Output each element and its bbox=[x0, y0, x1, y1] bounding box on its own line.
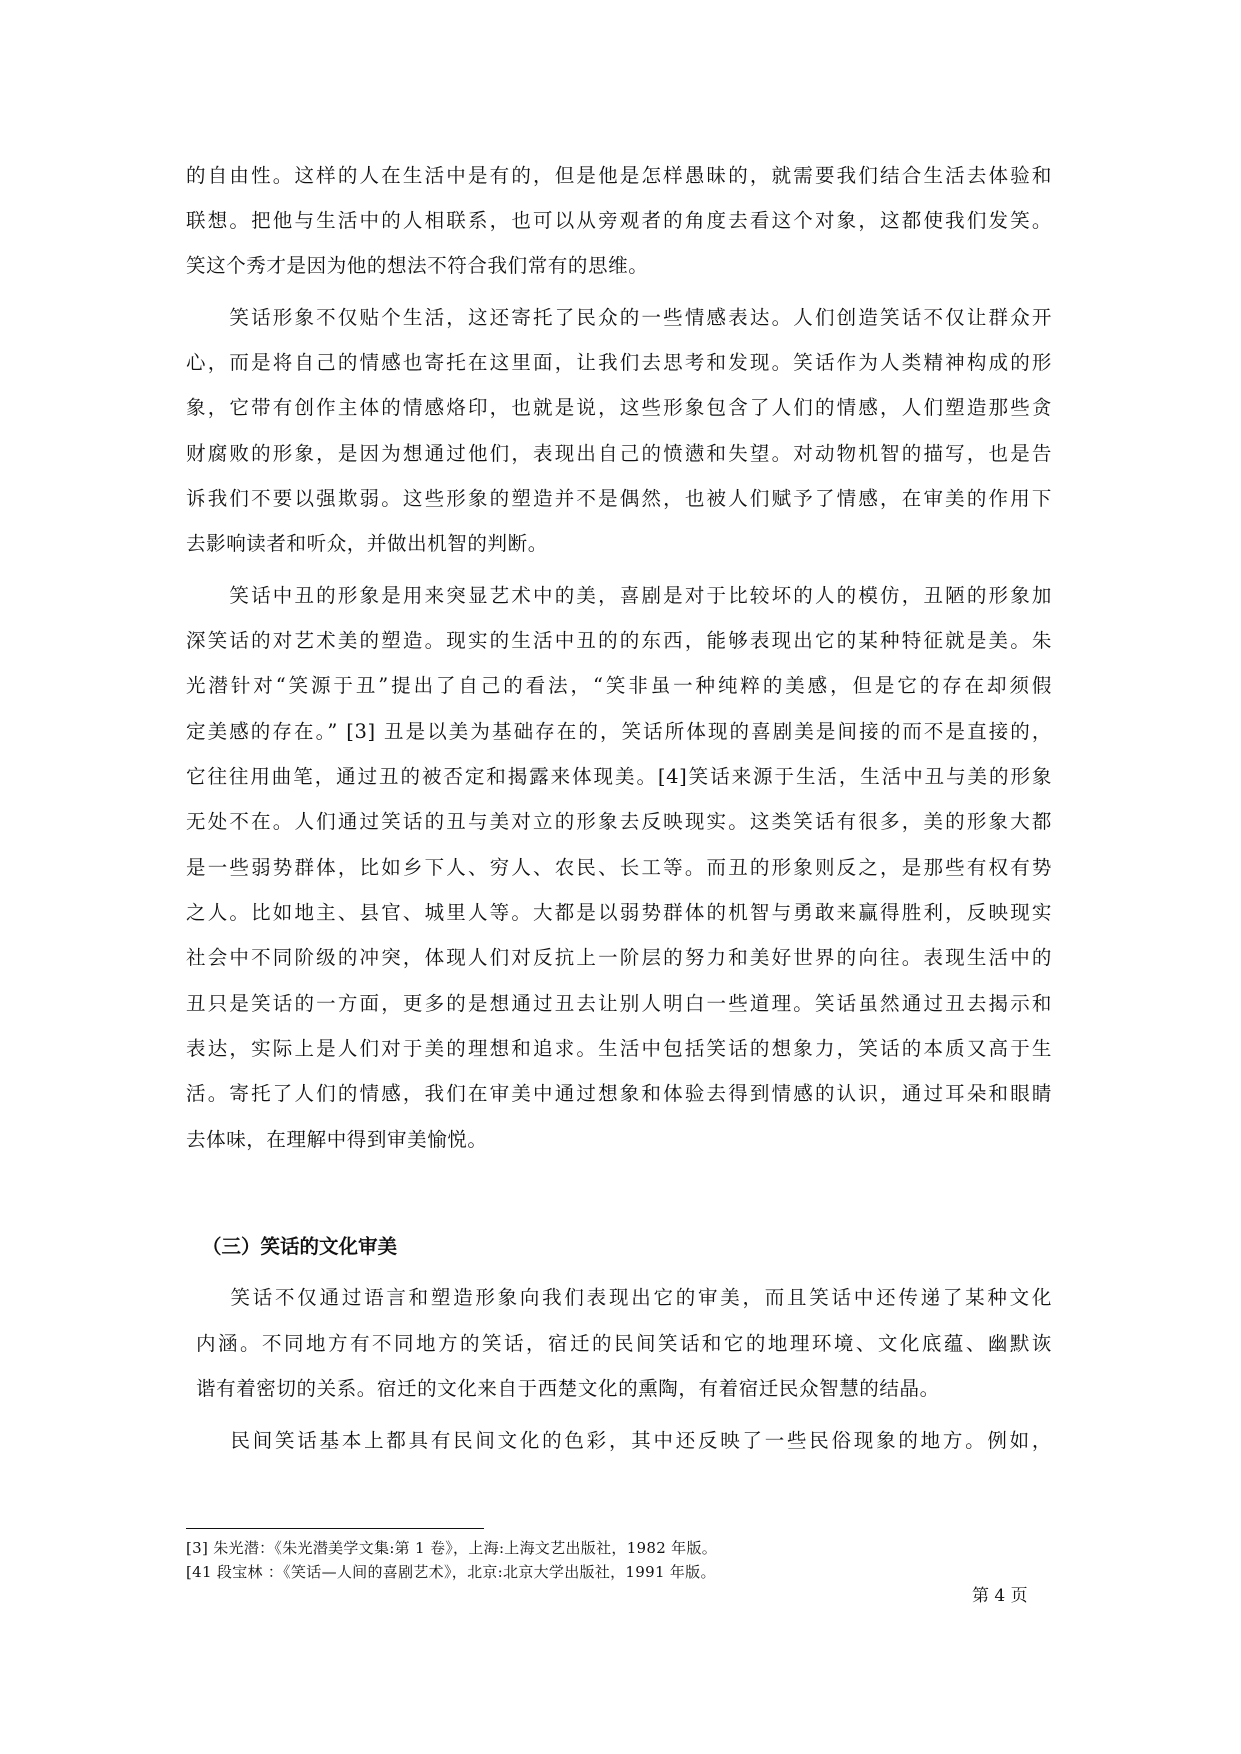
body-line: 活。寄托了人们的情感，我们在审美中通过想象和体验去得到情感的认识，通过耳朵和眼睛 bbox=[186, 1082, 1052, 1105]
page-number: 第 4 页 bbox=[972, 1586, 1028, 1606]
section-line: 谐有着密切的关系。宿迁的文化来自于西楚文化的熏陶，有着宿迁民众智慧的结晶。 bbox=[196, 1377, 940, 1400]
section-line: 内涵。不同地方有不同地方的笑话，宿迁的民间笑话和它的地理环境、文化底蕴、幽默诙 bbox=[196, 1332, 1052, 1355]
body-line: 深笑话的对艺术美的塑造。现实的生活中丑的的东西，能够表现出它的某种特征就是美。朱 bbox=[186, 629, 1052, 652]
footnote-separator bbox=[186, 1528, 484, 1529]
body-line: 去体味，在理解中得到审美愉悦。 bbox=[186, 1128, 488, 1151]
body-line: 社会中不同阶级的冲突，体现人们对反抗上一阶层的努力和美好世界的向往。表现生活中的 bbox=[186, 946, 1052, 969]
body-line: 联想。把他与生活中的人相联系，也可以从旁观者的角度去看这个对象，这都使我们发笑。 bbox=[186, 209, 1052, 232]
body-line: 是一些弱势群体，比如乡下人、穷人、农民、长工等。而丑的形象则反之，是那些有权有势 bbox=[186, 856, 1052, 879]
section-heading: （三）笑话的文化审美 bbox=[202, 1235, 398, 1258]
body-line: 财腐败的形象，是因为想通过他们，表现出自己的愤懑和失望。对动物机智的描写，也是告 bbox=[186, 442, 1052, 465]
body-line: 笑话形象不仅贴个生活，这还寄托了民众的一些情感表达。人们创造笑话不仅让群众开 bbox=[186, 306, 1052, 329]
body-line: 的自由性。这样的人在生活中是有的，但是他是怎样愚昧的，就需要我们结合生活去体验和 bbox=[186, 164, 1052, 187]
body-line: 它往往用曲笔，通过丑的被否定和揭露来体现美。[4]笑话来源于生活，生活中丑与美的形象 bbox=[186, 765, 1052, 788]
body-line: 之人。比如地主、县官、城里人等。大都是以弱势群体的机智与勇敢来赢得胜利，反映现实 bbox=[186, 901, 1052, 924]
body-line: 丑只是笑话的一方面，更多的是想通过丑去让别人明白一些道理。笑话虽然通过丑去揭示和 bbox=[186, 992, 1052, 1015]
body-line: 笑话中丑的形象是用来突显艺术中的美，喜剧是对于比较坏的人的模仿，丑陋的形象加 bbox=[186, 584, 1052, 607]
body-line: 定美感的存在。” [3] 丑是以美为基础存在的，笑话所体现的喜剧美是间接的而不是直接的， bbox=[186, 720, 1052, 743]
body-line: 象，它带有创作主体的情感烙印，也就是说，这些形象包含了人们的情感，人们塑造那些贪 bbox=[186, 396, 1052, 419]
body-line: 诉我们不要以强欺弱。这些形象的塑造并不是偶然，也被人们赋予了情感，在审美的作用下 bbox=[186, 487, 1052, 510]
body-line: 去影响读者和听众，并做出机智的判断。 bbox=[186, 532, 548, 555]
footnote: [41 段宝林 ：《笑话—人间的喜剧艺术》，北京:北京大学出版社，1991 年版。 bbox=[186, 1563, 716, 1581]
body-line: 光潜针对“笑源于丑”提出了自己的看法，“笑非虽一种纯粹的美感，但是它的存在却须假 bbox=[186, 674, 1052, 697]
footnote: [3] 朱光潜：《朱光潜美学文集:第 1 卷》，上海:上海文艺出版社，1982 年版。 bbox=[186, 1539, 718, 1557]
body-line: 笑这个秀才是因为他的想法不符合我们常有的思维。 bbox=[186, 254, 649, 277]
body-line: 无处不在。人们通过笑话的丑与美对立的形象去反映现实。这类笑话有很多，美的形象大都 bbox=[186, 810, 1052, 833]
body-line: 表达，实际上是人们对于美的理想和追求。生活中包括笑话的想象力，笑话的本质又高于生 bbox=[186, 1037, 1052, 1060]
body-line: 心，而是将自己的情感也寄托在这里面，让我们去思考和发现。笑话作为人类精神构成的形 bbox=[186, 351, 1052, 374]
section-line: 笑话不仅通过语言和塑造形象向我们表现出它的审美，而且笑话中还传递了某种文化 bbox=[186, 1286, 1052, 1309]
section-line: 民间笑话基本上都具有民间文化的色彩，其中还反映了一些民俗现象的地方。例如， bbox=[186, 1429, 1052, 1452]
